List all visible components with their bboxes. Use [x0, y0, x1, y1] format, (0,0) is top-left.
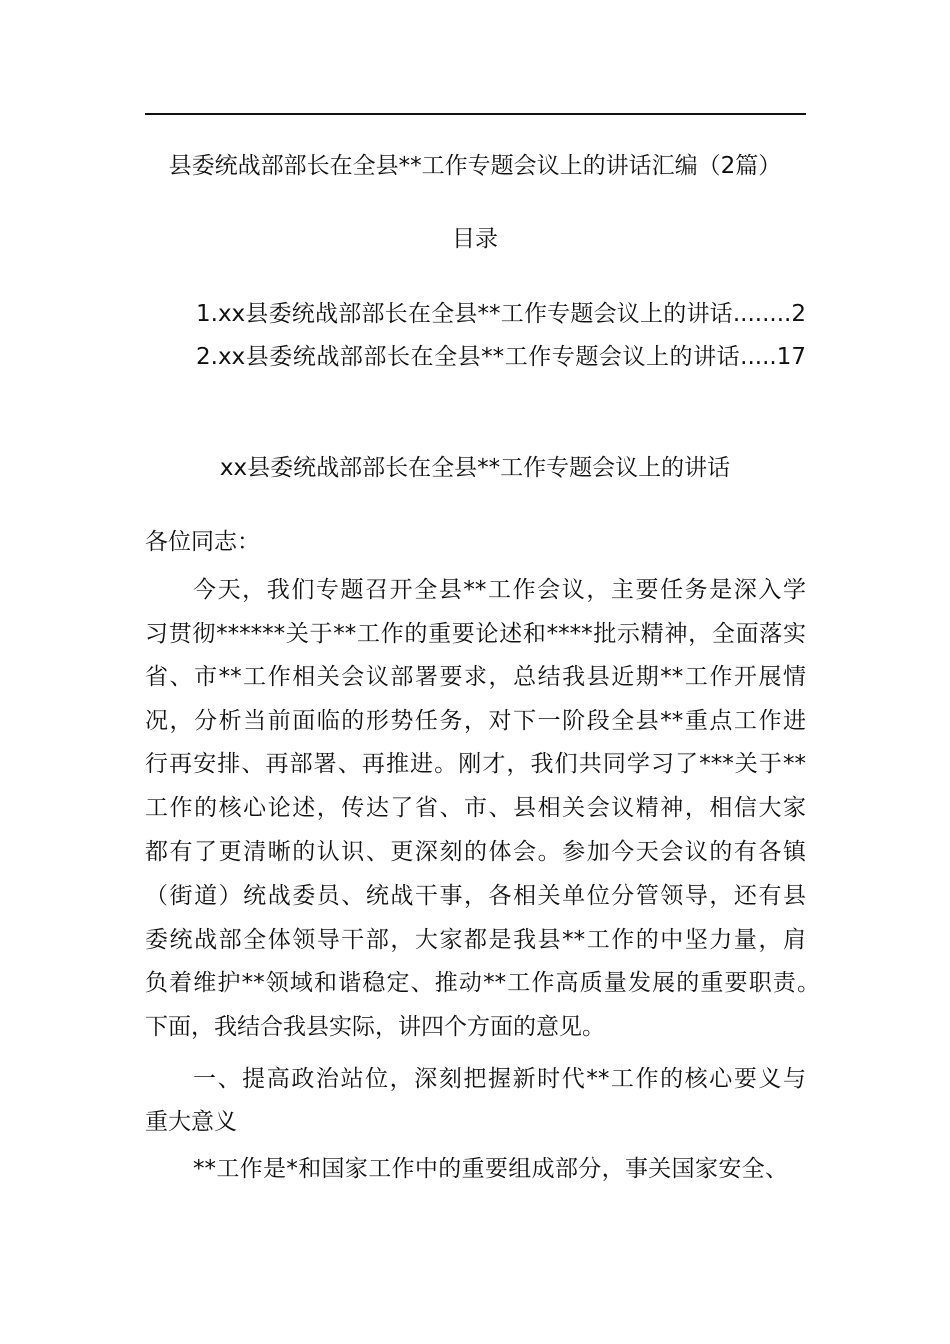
toc-heading: 目录: [452, 226, 498, 252]
body-line: 下面，我结合我县实际，讲四个方面的意见。: [145, 1014, 605, 1040]
header-rule: [145, 113, 806, 115]
body-line: 况，分析当前面临的形势任务，对下一阶段全县**重点工作进: [145, 708, 806, 734]
toc-item-2[interactable]: 2.xx县委统战部部长在全县**工作专题会议上的讲话.....17: [196, 344, 806, 370]
speech-title: xx县委统战部部长在全县**工作专题会议上的讲话: [219, 455, 731, 481]
body-line: 行再安排、再部署、再推进。刚才，我们共同学习了***关于**: [145, 751, 806, 777]
body-line: 今天，我们专题召开全县**工作会议，主要任务是深入学: [193, 577, 806, 603]
body-line: （街道）统战委员、统战干事，各相关单位分管领导，还有县: [145, 883, 806, 909]
section-heading-line: 一、提高政治站位，深刻把握新时代**工作的核心要义与: [193, 1066, 806, 1092]
document-title: 县委统战部部长在全县**工作专题会议上的讲话汇编（2篇）: [168, 153, 782, 179]
body-line: 工作的核心论述，传达了省、市、县相关会议精神，相信大家: [145, 795, 806, 821]
body-line: 都有了更清晰的认识、更深刻的体会。参加今天会议的有各镇: [145, 839, 806, 865]
body-line: **工作是*和国家工作中的重要组成部分，事关国家安全、: [193, 1156, 788, 1182]
section-heading-line: 重大意义: [145, 1109, 237, 1135]
toc-item-1[interactable]: 1.xx县委统战部部长在全县**工作专题会议上的讲话........2: [196, 301, 806, 327]
body-line: 负着维护**领域和谐稳定、推动**工作高质量发展的重要职责。: [145, 970, 820, 996]
salutation: 各位同志：: [145, 529, 260, 555]
body-line: 省、市**工作相关会议部署要求，总结我县近期**工作开展情: [145, 664, 806, 690]
body-line: 习贯彻******关于**工作的重要论述和****批示精神，全面落实: [145, 621, 806, 647]
body-line: 委统战部全体领导干部，大家都是我县**工作的中坚力量，肩: [145, 927, 806, 953]
